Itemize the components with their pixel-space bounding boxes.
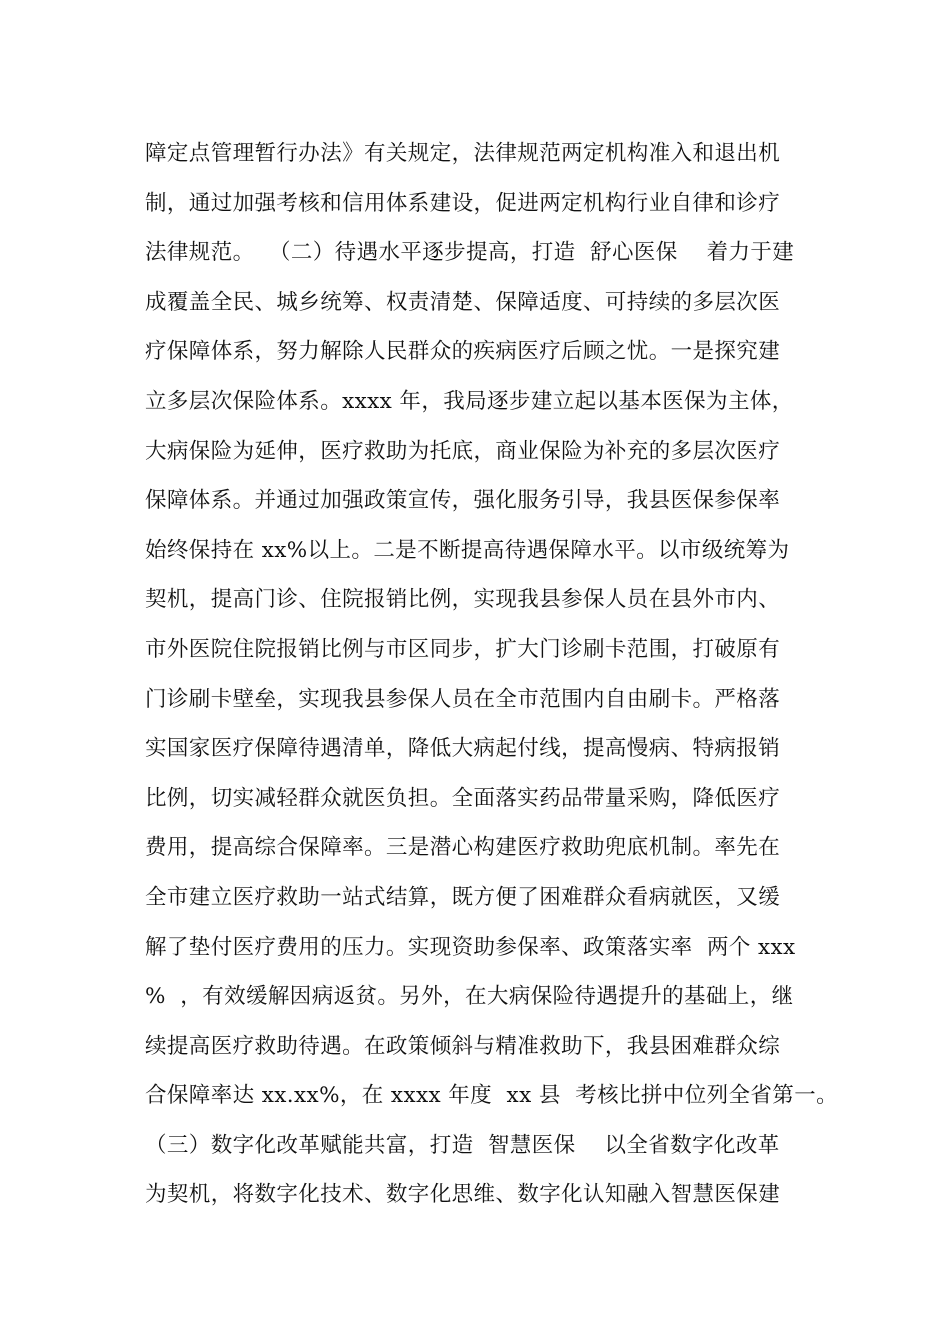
text-line: 实国家医疗保障待遇清单，降低大病起付线，提高慢病、特病报销 [145, 736, 781, 762]
text-line: 费用，提高综合保障率。三是潜心构建医疗救助兜底机制。率先在 [145, 835, 781, 861]
text-line: 续提高医疗救助待遇。在政策倾斜与精准救助下，我县困难群众综 [145, 1033, 781, 1059]
text-line: 保障体系。并通过加强政策宣传，强化服务引导，我县医保参保率 [145, 488, 781, 514]
text-line: 解了垫付医疗费用的压力。实现资助参保率、政策落实率 两个 xxx [145, 934, 796, 960]
text-line: 为契机，将数字化技术、数字化思维、数字化认知融入智慧医保建 [145, 1182, 781, 1208]
text-line: % ，有效缓解因病返贫。另外，在大病保险待遇提升的基础上，继 [145, 984, 794, 1010]
text-line: 制，通过加强考核和信用体系建设，促进两定机构行业自律和诊疗 [145, 190, 781, 216]
text-line: 大病保险为延伸，医疗救助为托底，商业保险为补充的多层次医疗 [145, 438, 781, 464]
text-line: 法律规范。 （二）待遇水平逐步提高，打造 舒心医保 着力于建 [145, 240, 795, 266]
body-text [145, 134, 838, 1225]
text-line: 始终保持在 xx%以上。二是不断提高待遇保障水平。以市级统筹为 [145, 537, 790, 563]
text-line: 比例，切实减轻群众就医负担。全面落实药品带量采购，降低医疗 [145, 785, 781, 811]
text-line: （三）数字化改革赋能共富，打造 智慧医保 以全省数字化改革 [145, 1132, 780, 1158]
text-line: 全市建立医疗救助一站式结算，既方便了困难群众看病就医，又缓 [145, 884, 781, 910]
text-line: 门诊刷卡壁垒，实现我县参保人员在全市范围内自由刷卡。严格落 [145, 686, 781, 712]
text-line: 障定点管理暂行办法》有关规定，法律规范两定机构准入和退出机 [145, 141, 781, 166]
text-line: 成覆盖全民、城乡统筹、权责清楚、保障适度、可持续的多层次医 [145, 289, 781, 315]
text-line: 市外医院住院报销比例与市区同步，扩大门诊刷卡范围，打破原有 [145, 636, 781, 662]
text-line: 疗保障体系，努力解除人民群众的疾病医疗后顾之忧。一是探究建 [145, 339, 781, 365]
text-line: 立多层次保险体系。xxxx 年，我局逐步建立起以基本医保为主体， [145, 388, 794, 414]
text-line: 契机，提高门诊、住院报销比例，实现我县参保人员在县外市内、 [145, 587, 781, 613]
text-line: 合保障率达 xx.xx%，在 xxxx 年度 xx 县 考核比拼中位列全省第一。 [145, 1083, 838, 1109]
